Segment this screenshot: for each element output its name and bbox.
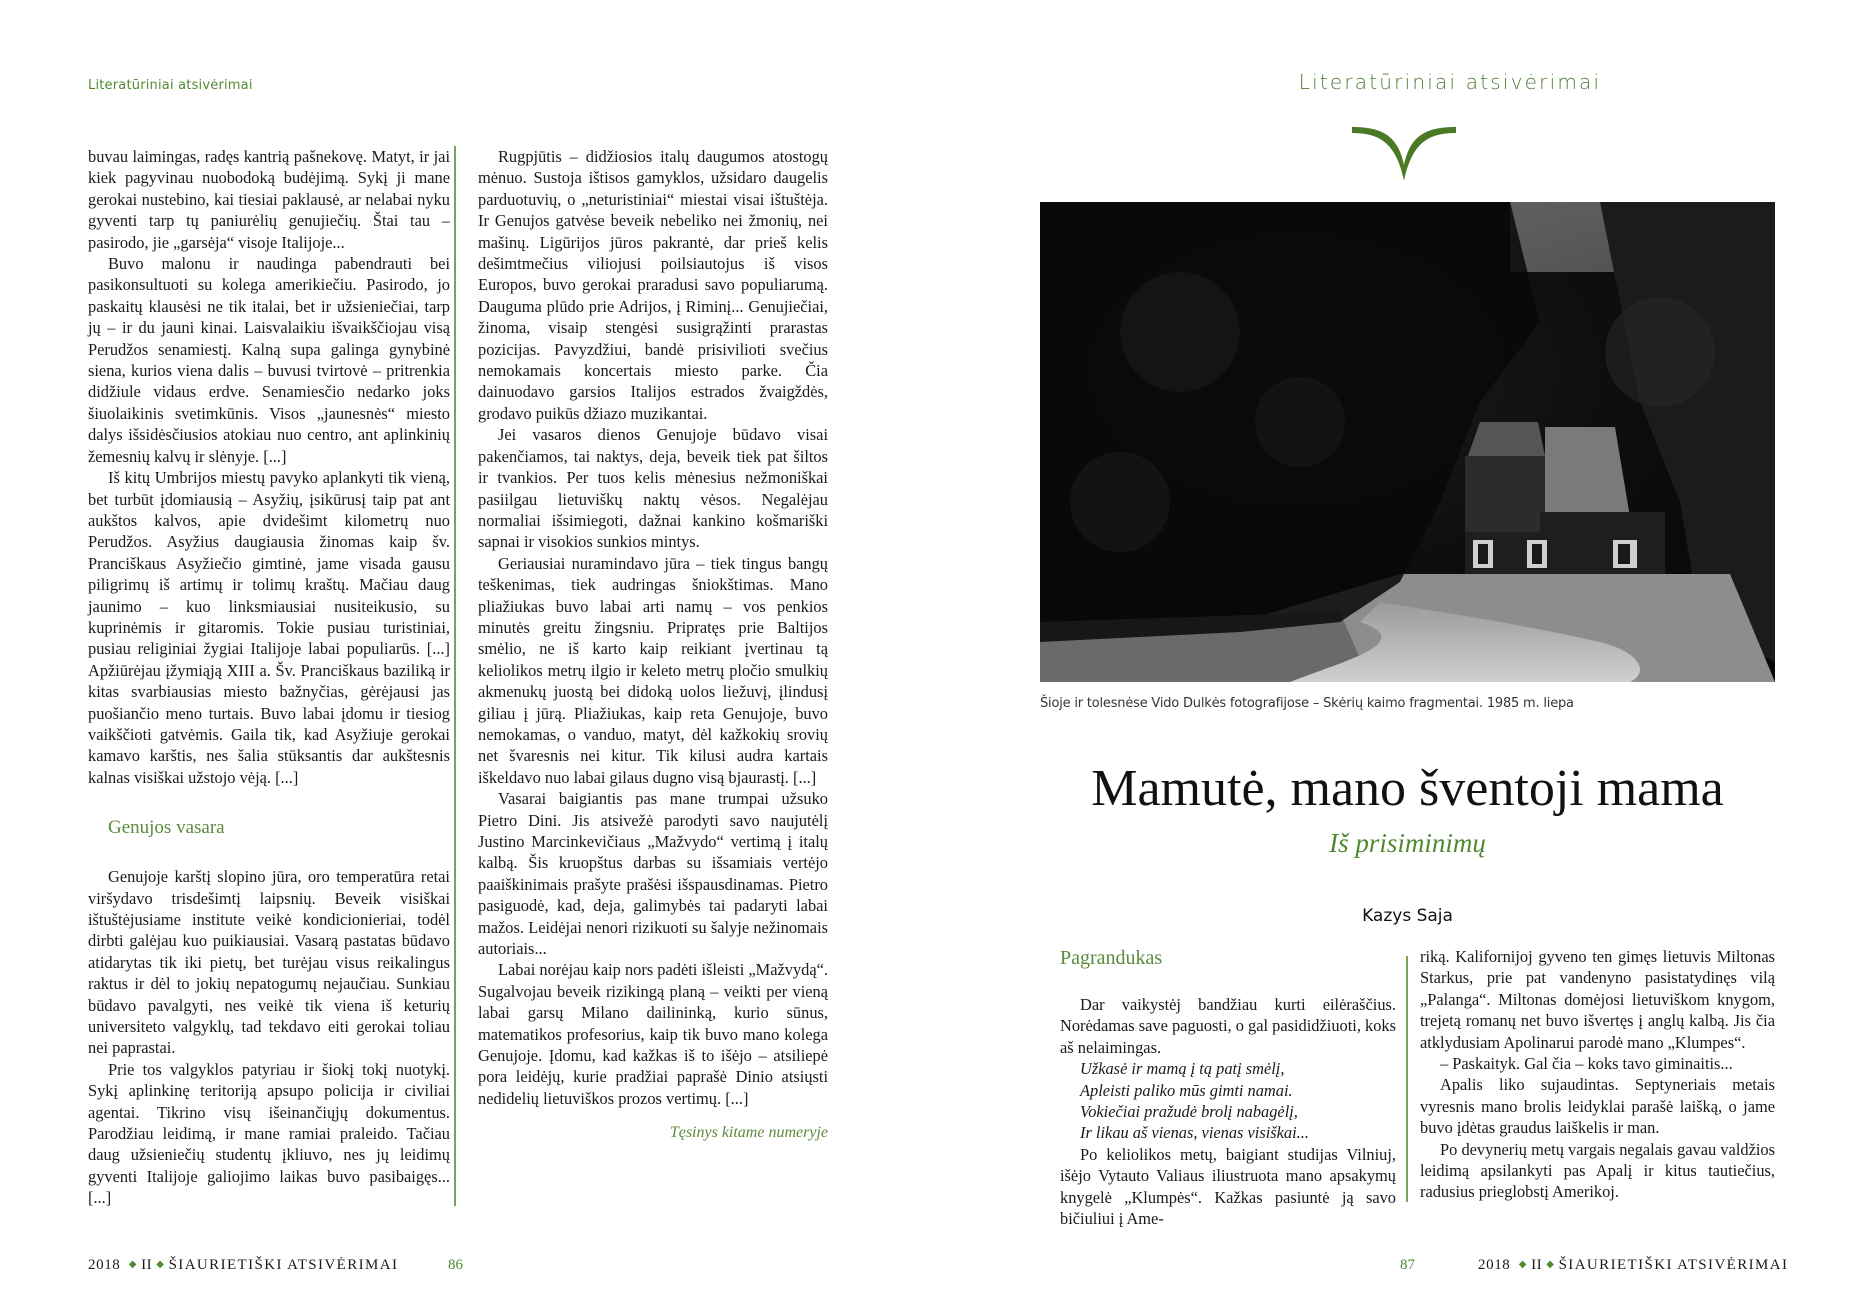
paragraph: – Paskaityk. Gal čia – koks tavo giminaitis... [1440,1054,1733,1074]
poem-line: Ir likau aš vienas, vienas visiškai... [1080,1123,1309,1143]
paragraph: Po devynerių metų vargais negalais gavau valdžios leidimą apsilankyti pas Apalį ir kitus tautiečius, radusius prieglobstį Amerikoj. [1420,1139,1775,1202]
bullet-icon: ◆ [128,1259,138,1270]
page-number-left: 86 [448,1257,463,1273]
page-number-right: 87 [1400,1257,1415,1273]
paragraph: riką. Kalifornijoj gyveno ten gimęs lietuvis Miltonas Starkus, prie pat vandenyno pasistatydinęs vilą „Palanga“. Miltonas domėjosi lietuviškom knygom, trejetą romanų net buvo išvertęs į anglų kalbą. Jis čia atklydusiam Apolinarui parodė mano „Klumpes“. [1420,947,1775,1052]
v-leaf-icon [1352,125,1458,185]
photo-image [1040,202,1775,682]
column-divider [1406,956,1408,1202]
paragraph: Labai norėjau kaip nors padėti išleisti „Mažvydą“. Sugalvojau beveik rizikingą planą – veikti per vieną labai garsų Milano dailininką, kurio sūnus, matematikos profesorius, kaip tik buvo mano kolega Genujoje. Įdomu, kad kažkas iš to išėjo – atsiliepė pora leidėjų, kurie pradžiai paprašė Dinio atsiųsti nedidelių lietuviškos prozos vertimų. [...] [478,960,828,1108]
running-head-right: Literatūriniai atsivėrimai [1298,70,1602,94]
footer-right [1478,1257,1788,1274]
section-heading: Pagrandukas [1060,947,1163,969]
bullet-icon: ◆ [1518,1259,1528,1270]
footer-issue: II [141,1257,153,1273]
bullet-icon: ◆ [1546,1259,1555,1270]
poem-line: Užkasė ir mamą į tą patį smėlį, [1080,1059,1285,1079]
paragraph: Prie tos valgyklos patyriau ir šiokį tokį nuotykį. Sykį aplinkinę teritoriją apsupo policija ir civiliai agentai. Tikrino visų išeinančiųjų dokumentus. Parodžiau leidimą, ir mane ramiai praleido. Tačiau daug užsieniečių studentų įkliuvo, nes jų leidimų gyventi Italijoje galiojimo laikas buvo pasibaigęs... [...] [88,1059,450,1208]
paragraph: Iš kitų Umbrijos miestų pavyko aplankyti tik vieną, bet turbūt įdomiausią – Asyžių, įsikūrusį taip pat ant aukštos kalvos, apie dvidešimt kilometrų nuo Perudžos. Asyžius daugiausia žinomas kaip šv. Pranciškaus Asyžiečio gimtinė, jame visada gausu piligrimų iš artimų ir tolimų kraštų. Mačiau daug jaunimo – kuo linksmiausiai nusiteikusio, su kuprinėmis ir gitaromis. Tokie pusiau turistiniai, pusiau religiniai žygiai Italijoje labai populiarūs. [...] Apžiūrėjau įžymiąją XIII a. Šv. Pranciškaus baziliką ir kitas svarbiausias miesto bažnyčias, gėrėjausi jas puošiančio meno turtais. Buvo labai įdomu ir tiesiog vaikščioti gatvėmis. Gaila tik, kad Asyžiuje gerokai kamavo karštis, nes šalia stūksantis dar aukštesnis kalnas visiškai užstojo vėją. [...] [88,468,450,787]
footer-publication: ŠIAURIETIŠKI ATSIVĖRIMAI [168,1257,399,1273]
right-column-2 [1420,946,1775,1203]
left-column-1 [88,146,450,1209]
article-subtitle: Iš prisiminimų [1329,828,1486,858]
paragraph: Dar vaikystėj bandžiau kurti eilėraščius. Norėdamas save paguosti, o gal pasididžiuoti, koks aš nelaimingas. [1060,995,1396,1057]
photo-caption: Šioje ir tolesnėse Vido Dulkės fotografijose – Skėrių kaimo fragmentai. 1985 m. liepa [1040,696,1574,711]
poem-line: Vokiečiai pražudė brolį nabagėlį, [1080,1102,1298,1122]
photo-village-road [1040,202,1775,682]
paragraph: Buvo malonu ir naudinga pabendrauti bei pasikonsultuoti su kolega amerikiečiu. Pasirodo, jo paskaitų klausėsi ne tik italai, bet ir užsieniečiai, tarp jų – ir du jauni kinai. Laisvalaikiu išvaikščiojau visą Perudžos senamiestį. Kalną supa galinga gynybinė siena, kurios viena dalis – buvusi tvirtovė – pritrenkia didžiule vidaus erdve. Senamiesčio nedarko joks šiuolaikinis svetimkūnis. Visos „jaunesnės“ miesto dalys išsidėsčiusios atokiau nuo centro, ant aplinkinių žemesnių kalvų ir slėnyje. [...] [88,254,450,466]
paragraph: Vasarai baigiantis pas mane trumpai užsuko Pietro Dini. Jis atsivežė parodyti savo naujutėlį Justino Marcinkevičiaus „Mažvydo“ vertimą į italų kalbą. Šis kruopštus darbas su išsamiais vertėjo paaiškinimais prašyte prašėsi išspausdinamas. Pietro pasiguodė, kad, deja, galimybės tai padaryti labai mažos. Leidėjai nenori rizikuoti su šalyje nežinomais autoriais... [478,789,828,959]
footer-year: 2018 [1478,1257,1511,1273]
footer-publication: ŠIAURIETIŠKI ATSIVĖRIMAI [1558,1257,1789,1273]
column-divider [454,146,456,1206]
running-head-left: Literatūriniai atsivėrimai [88,78,253,93]
paragraph: buvau laimingas, radęs kantrią pašnekovę. Matyt, ir jai kiek pagyvinau nuobodoką budėjimą. Sykį ji mane gerokai nustebino, kai tiesiai paklausė, ar nelabai nyku gyventi tarp tų paniurėlių genujiečių. Štai tau – pasirodo, jie „garsėja“ visoje Italijoje... [88,147,450,252]
paragraph: Jei vasaros dienos Genujoje būdavo visai pakenčiamos, tai naktys, deja, beveik tiek pat šiltos ir tvankios. Per tuos kelis mėnesius nežmoniškai pasiilgau lietuviškų naktų vėsos. Negalėjau normaliai išsimiegoti, dažnai kankino košmariški sapnai ir visokios sunkios mintys. [478,425,828,552]
right-column-1 [1060,946,1396,1229]
paragraph: Rugpjūtis – didžiosios italų daugumos atostogų mėnuo. Sustoja ištisos gamyklos, užsidaro daugelis parduotuvių, o „neturistiniai“ miestai visai ištuštėja. Ir Genujos gatvėse beveik nebeliko nei žmonių, nei mašinų. Ligūrijos jūros pakrantė, dar prieš kelis dešimtmečius viliojusi poilsiautojus iš visos Europos, buvo gerokai praradusi savo populiarumą. Dauguma plūdo prie Adrijos, į Riminį... Genujiečiai, žinoma, visaip stengėsi susigrąžinti prarastas pozicijas. Pavyzdžiui, bandė prisivilioti svečius nemokamais koncertais miesto parke. Čia dainuodavo garsios Italijos estrados žvaigždės, grodavo puikūs džiazo muzikantai. [478,147,828,423]
bullet-icon: ◆ [156,1259,165,1270]
continued-note: Tęsinys kitame numeryje [669,1124,828,1141]
paragraph: Apalis liko sujaudintas. Septyneriais metais vyresnis mano brolis leidyklai parašė laišką, o jame buvo įdėtas graudus laiškelis ir man. [1420,1075,1775,1138]
paragraph: Geriausiai nuramindavo jūra – tiek tingus bangų teškenimas, tiek audringas šniokštimas. Mano pliažiukas buvo labai arti namų – vos penkios minutės greitu žingsniu. Pripratęs prie Baltijos smėlio, ne iš karto kaip reikiant įvertinau tą keliolikos metrų ilgio ir keleto metrų pločio smulkių akmenukų juostą bei didoką uolos liežuvį, įlindusį giliau į jūrą. Pliažiukas, kaip reta Genujoje, buvo nemokamas, o vanduo, matyt, dėl kažkokių srovių net švaresnis nei kitur. Tik kilusi audra kartais iškeldavo nuo labai gilaus dugno visą bjaurastį. [...] [478,553,828,787]
poem-line: Apleisti paliko mūs gimti namai. [1080,1080,1293,1100]
article-author: Kazys Saja [1362,906,1453,926]
section-heading: Genujos vasara [108,817,225,839]
paragraph: Po keliolikos metų, baigiant studijas Vilniuj, išėjo Vytauto Valiaus iliustruota mano apsakymų knygelė „Klumpės“. Kažkas pasiuntė ją savo bičiuliui į Ame- [1060,1144,1396,1229]
article-title: Mamutė, mano šventoji mama [1091,760,1724,817]
footer-year: 2018 [88,1257,121,1273]
footer-left [88,1257,398,1274]
paragraph: Genujoje karštį slopino jūra, oro temperatūra retai viršydavo trisdešimtį laipsnių. Beveik visiškai ištuštėjusiame institute veikė kondicionieriai, todėl dirbti galėjau kuo puikiausiai. Vasarą pastatas būdavo atidarytas tik iki pietų, bet turėjau visus reikalingus raktus ir dėl to jokių nepatogumų nejaučiau. Sunkiau būdavo pavalgyti, nes veikė tik viena iš keturių universiteto valgyklų, tad tekdavo eiti gerokai toliau nei paprastai. [88,867,450,1058]
footer-issue: II [1531,1257,1543,1273]
left-column-2 [478,146,828,1109]
